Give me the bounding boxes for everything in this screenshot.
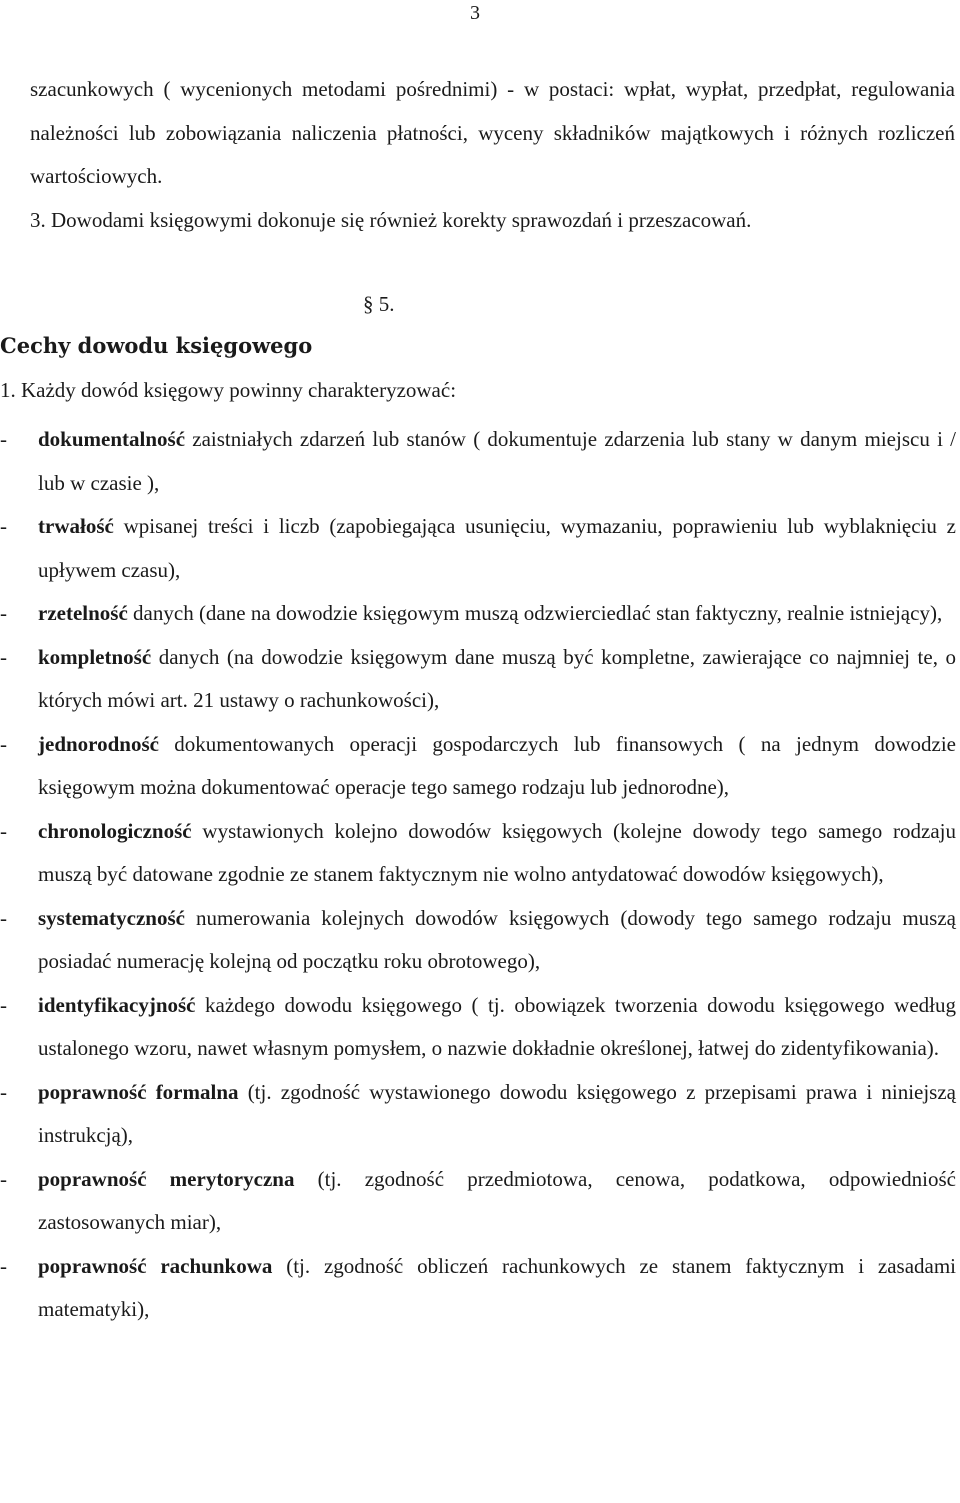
list-term: kompletność [38, 644, 152, 669]
list-term: identyfikacyjność [38, 992, 196, 1017]
list-text: (tj. zgodność przedmiotowa, cenowa, podatkowa, odpowiedniość zastosowanych miar), [38, 1166, 956, 1234]
list-item [0, 505, 956, 592]
list-item [0, 897, 956, 984]
list-text: zaistniałych zdarzeń lub stanów ( dokumentuje zdarzenia lub stany w danym miejscu i / lub w czasie ), [38, 427, 956, 495]
intro-text [30, 68, 955, 242]
list-dash: - [0, 818, 7, 843]
list-term: poprawność merytoryczna [38, 1166, 295, 1191]
list-term: trwałość [38, 514, 114, 538]
list-text: każdego dowodu księgowego ( tj. obowiązek tworzenia dowodu księgowego według ustalonego wzoru, nawet własnym pomysłem, o nazwie dokładnie określonej, łatwej do zidentyfikowania). [38, 992, 956, 1060]
list-item [0, 984, 956, 1071]
list-dash: - [0, 1253, 7, 1278]
list-term: systematyczność [38, 905, 185, 930]
list-dash: - [0, 1166, 7, 1191]
list-dash: - [0, 644, 7, 669]
page-number: 3 [470, 2, 480, 24]
list-text: dokumentowanych operacji gospodarczych lub finansowych ( na jednym dowodzie księgowym można dokumentować operacje tego samego rodzaju lub jednorodne), [38, 731, 956, 799]
features-list [0, 418, 956, 1332]
list-text: (tj. zgodność obliczeń rachunkowych ze stanem faktycznym i zasadami matematyki), [38, 1253, 957, 1321]
list-dash: - [0, 905, 7, 930]
intro-paragraph: 3. Dowodami księgowymi dokonuje się również korekty sprawozdań i przeszacowań. [30, 207, 752, 232]
point-text: 1. Każdy dowód księgowy powinny charakteryzować: [0, 378, 457, 402]
section-number: § 5. [363, 292, 395, 316]
list-term: jednorodność [38, 731, 159, 756]
list-dash: - [0, 731, 7, 756]
list-item [0, 810, 956, 897]
list-term: chronologiczność [38, 818, 192, 843]
list-dash: - [0, 514, 7, 538]
list-item [0, 1158, 956, 1245]
list-text: danych (dane na dowodzie księgowym muszą odzwierciedlać stan faktyczny, realnie istniejący), [127, 601, 943, 625]
list-item [0, 636, 956, 723]
list-term: rzetelność [38, 601, 128, 625]
list-dash: - [0, 427, 7, 451]
list-text: numerowania kolejnych dowodów księgowych (dowody tego samego rodzaju muszą posiadać numerację kolejną od początku roku obrotowego), [38, 905, 956, 973]
list-dash: - [0, 992, 7, 1017]
list-text: danych (na dowodzie księgowym dane muszą być kompletne, zawierające co najmniej te, o których mówi art. 21 ustawy o rachunkowości), [38, 644, 956, 712]
list-item [0, 592, 956, 636]
list-item [0, 1071, 956, 1158]
list-term: poprawność formalna [38, 1079, 239, 1104]
list-item [0, 418, 956, 505]
list-text: (tj. zgodność wystawionego dowodu księgowego z przepisami prawa i niniejszą instrukcją), [38, 1079, 956, 1147]
list-term: dokumentalność [38, 427, 186, 451]
list-text: wpisanej treści i liczb (zapobiegająca usunięciu, wymazaniu, poprawieniu lub wyblaknięciu z upływem czasu), [38, 514, 956, 582]
section-heading: Cechy dowodu księgowego [0, 333, 313, 358]
list-item [0, 723, 956, 810]
list-item [0, 1245, 956, 1332]
list-term: poprawność rachunkowa [38, 1253, 273, 1278]
list-dash: - [0, 601, 7, 625]
intro-paragraph: szacunkowych ( wycenionych metodami pośrednimi) - w postaci: wpłat, wypłat, przedpłat, regulowania należności lub zobowiązania naliczenia płatności, wyceny składników majątkowych i różnych rozliczeń wartościowych. [30, 77, 955, 188]
list-text: wystawionych kolejno dowodów księgowych (kolejne dowody tego samego rodzaju muszą być datowane zgodnie ze stanem faktycznym nie wolno antydatować dowodów księgowych), [38, 818, 956, 886]
list-dash: - [0, 1079, 7, 1104]
